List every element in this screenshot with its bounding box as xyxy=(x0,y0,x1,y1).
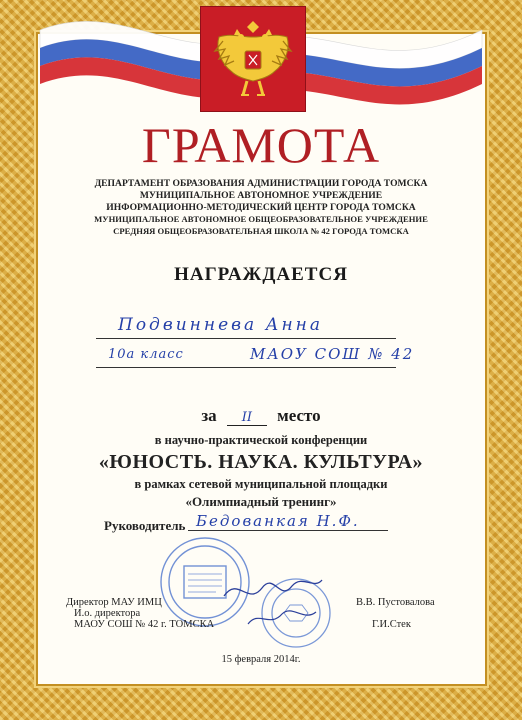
signer-right-1: В.В. Пустовалова xyxy=(356,597,435,608)
place-suffix: место xyxy=(277,406,321,425)
leader-name: Бедованкая Н.Ф. xyxy=(196,512,360,530)
russian-coat-of-arms-icon xyxy=(201,7,305,111)
olympiad-name: «Олимпиадный тренинг» xyxy=(185,494,337,509)
place-prefix: за xyxy=(201,406,217,425)
frame-text: в рамках сетевой муниципальной площадки xyxy=(134,477,388,491)
recipient-class: 10а класс xyxy=(108,347,184,362)
conference-name: «ЮНОСТЬ. НАУКА. КУЛЬТУРА» xyxy=(98,451,424,473)
org-line: ИНФОРМАЦИОННО-МЕТОДИЧЕСКИЙ ЦЕНТР ГОРОДА ТОМСКА xyxy=(106,202,416,213)
org-line: ДЕПАРТАМЕНТ ОБРАЗОВАНИЯ АДМИНИСТРАЦИИ ГОРОДА ТОМСКА xyxy=(94,178,428,189)
signer-right-2: Г.И.Стек xyxy=(372,619,411,630)
class-underline xyxy=(96,367,396,368)
name-underline xyxy=(96,338,396,339)
signer-left-2: И.о. директора xyxy=(74,608,141,619)
org-line: МУНИЦИПАЛЬНОЕ АВТОНОМНОЕ ОБЩЕОБРАЗОВАТЕЛЬНОЕ УЧРЕЖДЕНИЕ xyxy=(94,214,428,224)
place-row xyxy=(0,406,522,426)
org-line: СРЕДНЯЯ ОБЩЕОБРАЗОВАТЕЛЬНАЯ ШКОЛА № 42 ГОРОДА ТОМСКА xyxy=(113,226,409,236)
leader-label: Руководитель xyxy=(104,518,186,533)
recipient-name: Подвиннева Анна xyxy=(118,315,323,335)
awarded-heading: НАГРАЖДАЕТСЯ xyxy=(174,264,348,285)
emblem-frame xyxy=(200,6,306,112)
recipient-school: МАОУ СОШ № 42 xyxy=(250,345,415,363)
org-line: МУНИЦИПАЛЬНОЕ АВТОНОМНОЕ УЧРЕЖДЕНИЕ xyxy=(139,190,383,201)
signature-scribble-icon xyxy=(218,566,328,636)
issue-date: 15 февраля 2014г. xyxy=(221,654,301,665)
leader-underline xyxy=(188,530,388,531)
signer-left-3: МАОУ СОШ № 42 г. ТОМСКА xyxy=(74,619,215,630)
place-value: II xyxy=(227,410,267,426)
certificate-title: ГРАМОТА xyxy=(141,117,381,173)
conference-intro: в научно-практической конференции xyxy=(154,433,368,447)
signer-left-1: Директор МАУ ИМЦ xyxy=(66,597,162,608)
